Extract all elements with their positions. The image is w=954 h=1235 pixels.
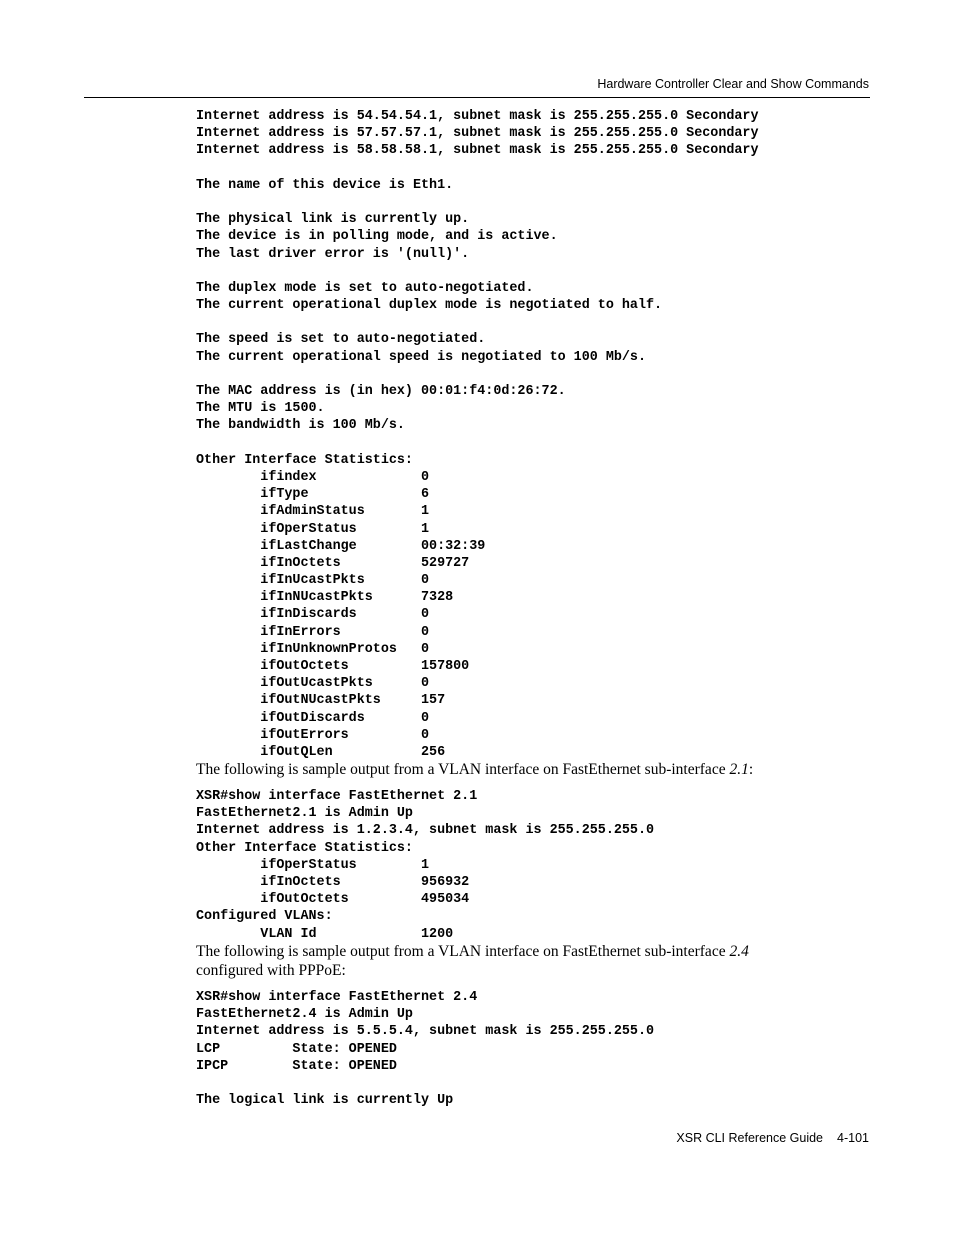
code-line: ifInUcastPkts 0 [196,573,430,589]
code-line [196,366,759,383]
code-line: The speed is set to auto-negotiated. [196,332,486,348]
code-line: ifInNUcastPkts 7328 [196,590,454,606]
code-line: ifOperStatus 1 [196,521,430,537]
code-line: Internet address is 5.5.5.4, subnet mask is 255.255.255.0 [196,1024,655,1040]
page-number: 4-101 [837,1131,869,1145]
code-line [196,263,759,280]
header-rule [84,97,870,98]
paragraph-text: The following is sample output from a VLAN interface on FastEthernet sub-interface [196,761,730,778]
code-line: FastEthernet2.1 is Admin Up [196,806,413,822]
code-line: The name of this device is Eth1. [196,177,454,193]
code-line [196,160,759,177]
code-line: The logical link is currently Up [196,1093,454,1109]
code-line: The MTU is 1500. [196,401,325,417]
code-line: Other Interface Statistics: [196,840,413,856]
code-line: The physical link is currently up. [196,212,470,228]
code-line: ifOutOctets 495034 [196,892,470,908]
code-line: Internet address is 58.58.58.1, subnet mask is 255.255.255.0 Secondary [196,143,759,159]
code-line: ifInErrors 0 [196,624,430,640]
code-line: The duplex mode is set to auto-negotiated. [196,280,534,296]
paragraph-tail: configured with PPPoE: [196,962,346,979]
code-line: FastEthernet2.4 is Admin Up [196,1007,413,1023]
code-line: ifOutDiscards 0 [196,710,430,726]
code-line: ifOutErrors 0 [196,727,430,743]
code-block-vlan-2-1 [196,788,654,943]
code-line: The device is in polling mode, and is active. [196,229,558,245]
code-block-interface-output [196,108,759,761]
code-block-vlan-2-4 [196,989,654,1109]
code-line: Other Interface Statistics: [196,452,413,468]
code-line [196,194,759,211]
code-line: IPCP State: OPENED [196,1058,397,1074]
code-line: The current operational duplex mode is negotiated to half. [196,298,663,314]
code-line: Internet address is 1.2.3.4, subnet mask is 255.255.255.0 [196,823,655,839]
code-line: Internet address is 57.57.57.1, subnet mask is 255.255.255.0 Secondary [196,126,759,142]
code-line: ifType 6 [196,487,430,503]
code-line: ifInUnknownProtos 0 [196,641,430,657]
code-line: ifOutNUcastPkts 157 [196,693,446,709]
paragraph-text: The following is sample output from a VLAN interface on FastEthernet sub-interface [196,943,730,960]
code-line: ifOutUcastPkts 0 [196,676,430,692]
code-line: ifInOctets 529727 [196,555,470,571]
code-line: ifAdminStatus 1 [196,504,430,520]
code-line: ifOperStatus 1 [196,857,430,873]
code-line: The bandwidth is 100 Mb/s. [196,418,405,434]
code-line: ifLastChange 00:32:39 [196,538,486,554]
code-line: Internet address is 54.54.54.1, subnet mask is 255.255.255.0 Secondary [196,109,759,124]
code-line: XSR#show interface FastEthernet 2.1 [196,789,478,804]
code-line: XSR#show interface FastEthernet 2.4 [196,990,478,1005]
code-line: The current operational speed is negotiated to 100 Mb/s. [196,349,646,365]
code-line: ifindex 0 [196,469,430,485]
footer-guide-title: XSR CLI Reference Guide [676,1131,824,1145]
code-line: ifOutQLen 256 [196,744,446,760]
code-line [196,435,759,452]
code-line [196,314,759,331]
code-line: The MAC address is (in hex) 00:01:f4:0d:26:72. [196,384,566,399]
code-line: ifOutOctets 157800 [196,659,470,674]
code-line: Configured VLANs: [196,909,333,925]
code-line: VLAN Id 1200 [196,926,454,942]
paragraph-tail: : [748,761,754,778]
paragraph-vlan-2-4 [196,942,816,980]
code-line: ifInDiscards 0 [196,607,430,623]
paragraph-vlan-2-1 [196,760,816,779]
code-line [196,1075,654,1092]
header-title: Hardware Controller Clear and Show Commands [597,77,869,91]
subinterface-ref: 2.1 [729,761,749,778]
page-footer [676,1131,869,1145]
code-line: The last driver error is '(null)'. [196,246,470,262]
code-line: ifInOctets 956932 [196,874,470,890]
code-line: LCP State: OPENED [196,1041,397,1057]
subinterface-ref: 2.4 [729,943,749,960]
